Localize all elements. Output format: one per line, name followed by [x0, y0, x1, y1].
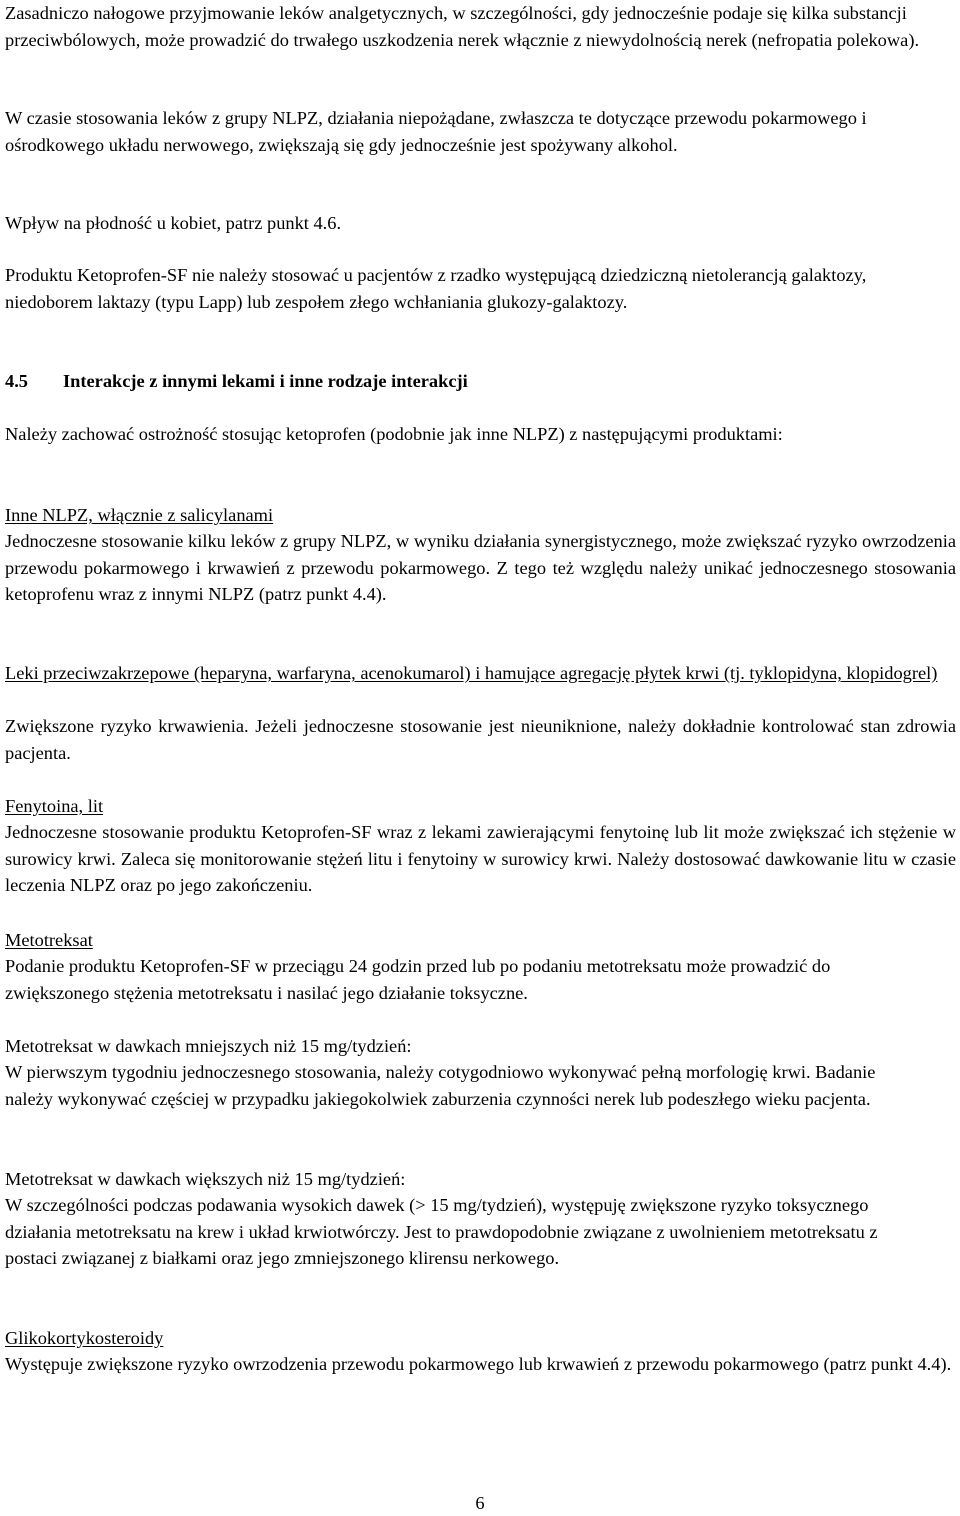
nlpz-heading: Inne NLPZ, włącznie z salicylanami — [5, 505, 274, 525]
paragraph-fertility: Wpływ na płodność u kobiet, patrz punkt 4.6. — [5, 213, 342, 233]
methotrexate-high-dose-label: Metotreksat w dawkach większych niż 15 mg/tydzień: — [5, 1169, 406, 1189]
section-number: 4.5 — [5, 371, 28, 391]
paragraph-galactose-intolerance: Produktu Ketoprofen-SF nie należy stosować u pacjentów z rzadko występującą dziedziczną nietolerancją galaktozy, niedoborem laktazy (typu Lapp) lub zespołem złego wchłaniania glukozy-galaktozy. — [5, 265, 867, 312]
methotrexate-low-dose-label: Metotreksat w dawkach mniejszych niż 15 mg/tydzień: — [5, 1036, 412, 1056]
section-title: Interakcje z innymi lekami i inne rodzaje interakcji — [63, 371, 468, 391]
corticosteroids-text: Występuje zwiększone ryzyko owrzodzenia przewodu pokarmowego lub krwawień z przewodu pokarmowego (patrz punkt 4.4). — [5, 1354, 952, 1374]
paragraph-alcohol-warning: W czasie stosowania leków z grupy NLPZ, działania niepożądane, zwłaszcza te dotyczące przewodu pokarmowego i ośrodkowego układu nerwowego, zwiększają się gdy jednocześnie jest spożywany alkohol. — [5, 108, 867, 155]
methotrexate-low-dose-text: W pierwszym tygodniu jednoczesnego stosowania, należy cotygodniowo wykonywać pełną morfologię krwi. Badanie należy wykonywać częściej w przypadku jakiegokolwiek zaburzenia czynności nerek lub podeszłego wieku pacjenta. — [5, 1062, 876, 1109]
methotrexate-heading: Metotreksat — [5, 930, 93, 950]
corticosteroids-heading: Glikokortykosteroidy — [5, 1328, 164, 1348]
section-heading — [5, 368, 956, 395]
page-number: 6 — [475, 1493, 485, 1513]
anticoagulants-text: Zwiększone ryzyko krwawienia. Jeżeli jednoczesne stosowanie jest nieuniknione, należy dokładnie kontrolować stan zdrowia pacjenta. — [5, 716, 956, 763]
section-intro: Należy zachować ostrożność stosując ketoprofen (podobnie jak inne NLPZ) z następującymi produktami: — [5, 424, 783, 444]
anticoagulants-heading: Leki przeciwzakrzepowe (heparyna, warfaryna, acenokumarol) i hamujące agregację płytek krwi (tj. tyklopidyna, klopidogrel) — [5, 663, 938, 683]
paragraph-analgesic-nephropathy: Zasadniczo nałogowe przyjmowanie leków analgetycznych, w szczególności, gdy jednocześnie podaje się kilka substancji przeciwbólowych, może prowadzić do trwałego uszkodzenia nerek włącznie z niewydolnością nerek (nefropatia polekowa). — [5, 3, 920, 50]
methotrexate-text: Podanie produktu Ketoprofen-SF w przeciągu 24 godzin przed lub po podaniu metotreksatu może prowadzić do zwiększonego stężenia metotreksatu i nasilać jego działanie toksyczne. — [5, 956, 831, 1003]
phenytoin-lithium-text: Jednoczesne stosowanie produktu Ketoprofen-SF wraz z lekami zawierającymi fenytoinę lub lit może zwiększać ich stężenie w surowicy krwi. Zaleca się monitorowanie stężeń litu i fenytoiny w surowicy krwi. Należy dostosować dawkowanie litu w czasie leczenia NLPZ oraz po jego zakończeniu. — [5, 822, 956, 896]
methotrexate-high-dose-text: W szczególności podczas podawania wysokich dawek (> 15 mg/tydzień), występuję zwiększone ryzyko toksycznego działania metotreksatu na krew i układ krwiotwórczy. Jest to prawdopodobnie związane z uwolnieniem metotreksatu z postaci związanej z białkami oraz jego zmniejszonego klirensu nerkowego. — [5, 1195, 878, 1269]
nlpz-text: Jednoczesne stosowanie kilku leków z grupy NLPZ, w wyniku działania synergistycznego, może zwiększać ryzyko owrzodzenia przewodu pokarmowego i krwawień z przewodu pokarmowego. Z tego też względu należy unikać jednoczesnego stosowania ketoprofenu wraz z innymi NLPZ (patrz punkt 4.4). — [5, 531, 956, 605]
phenytoin-lithium-heading: Fenytoina, lit — [5, 796, 104, 816]
